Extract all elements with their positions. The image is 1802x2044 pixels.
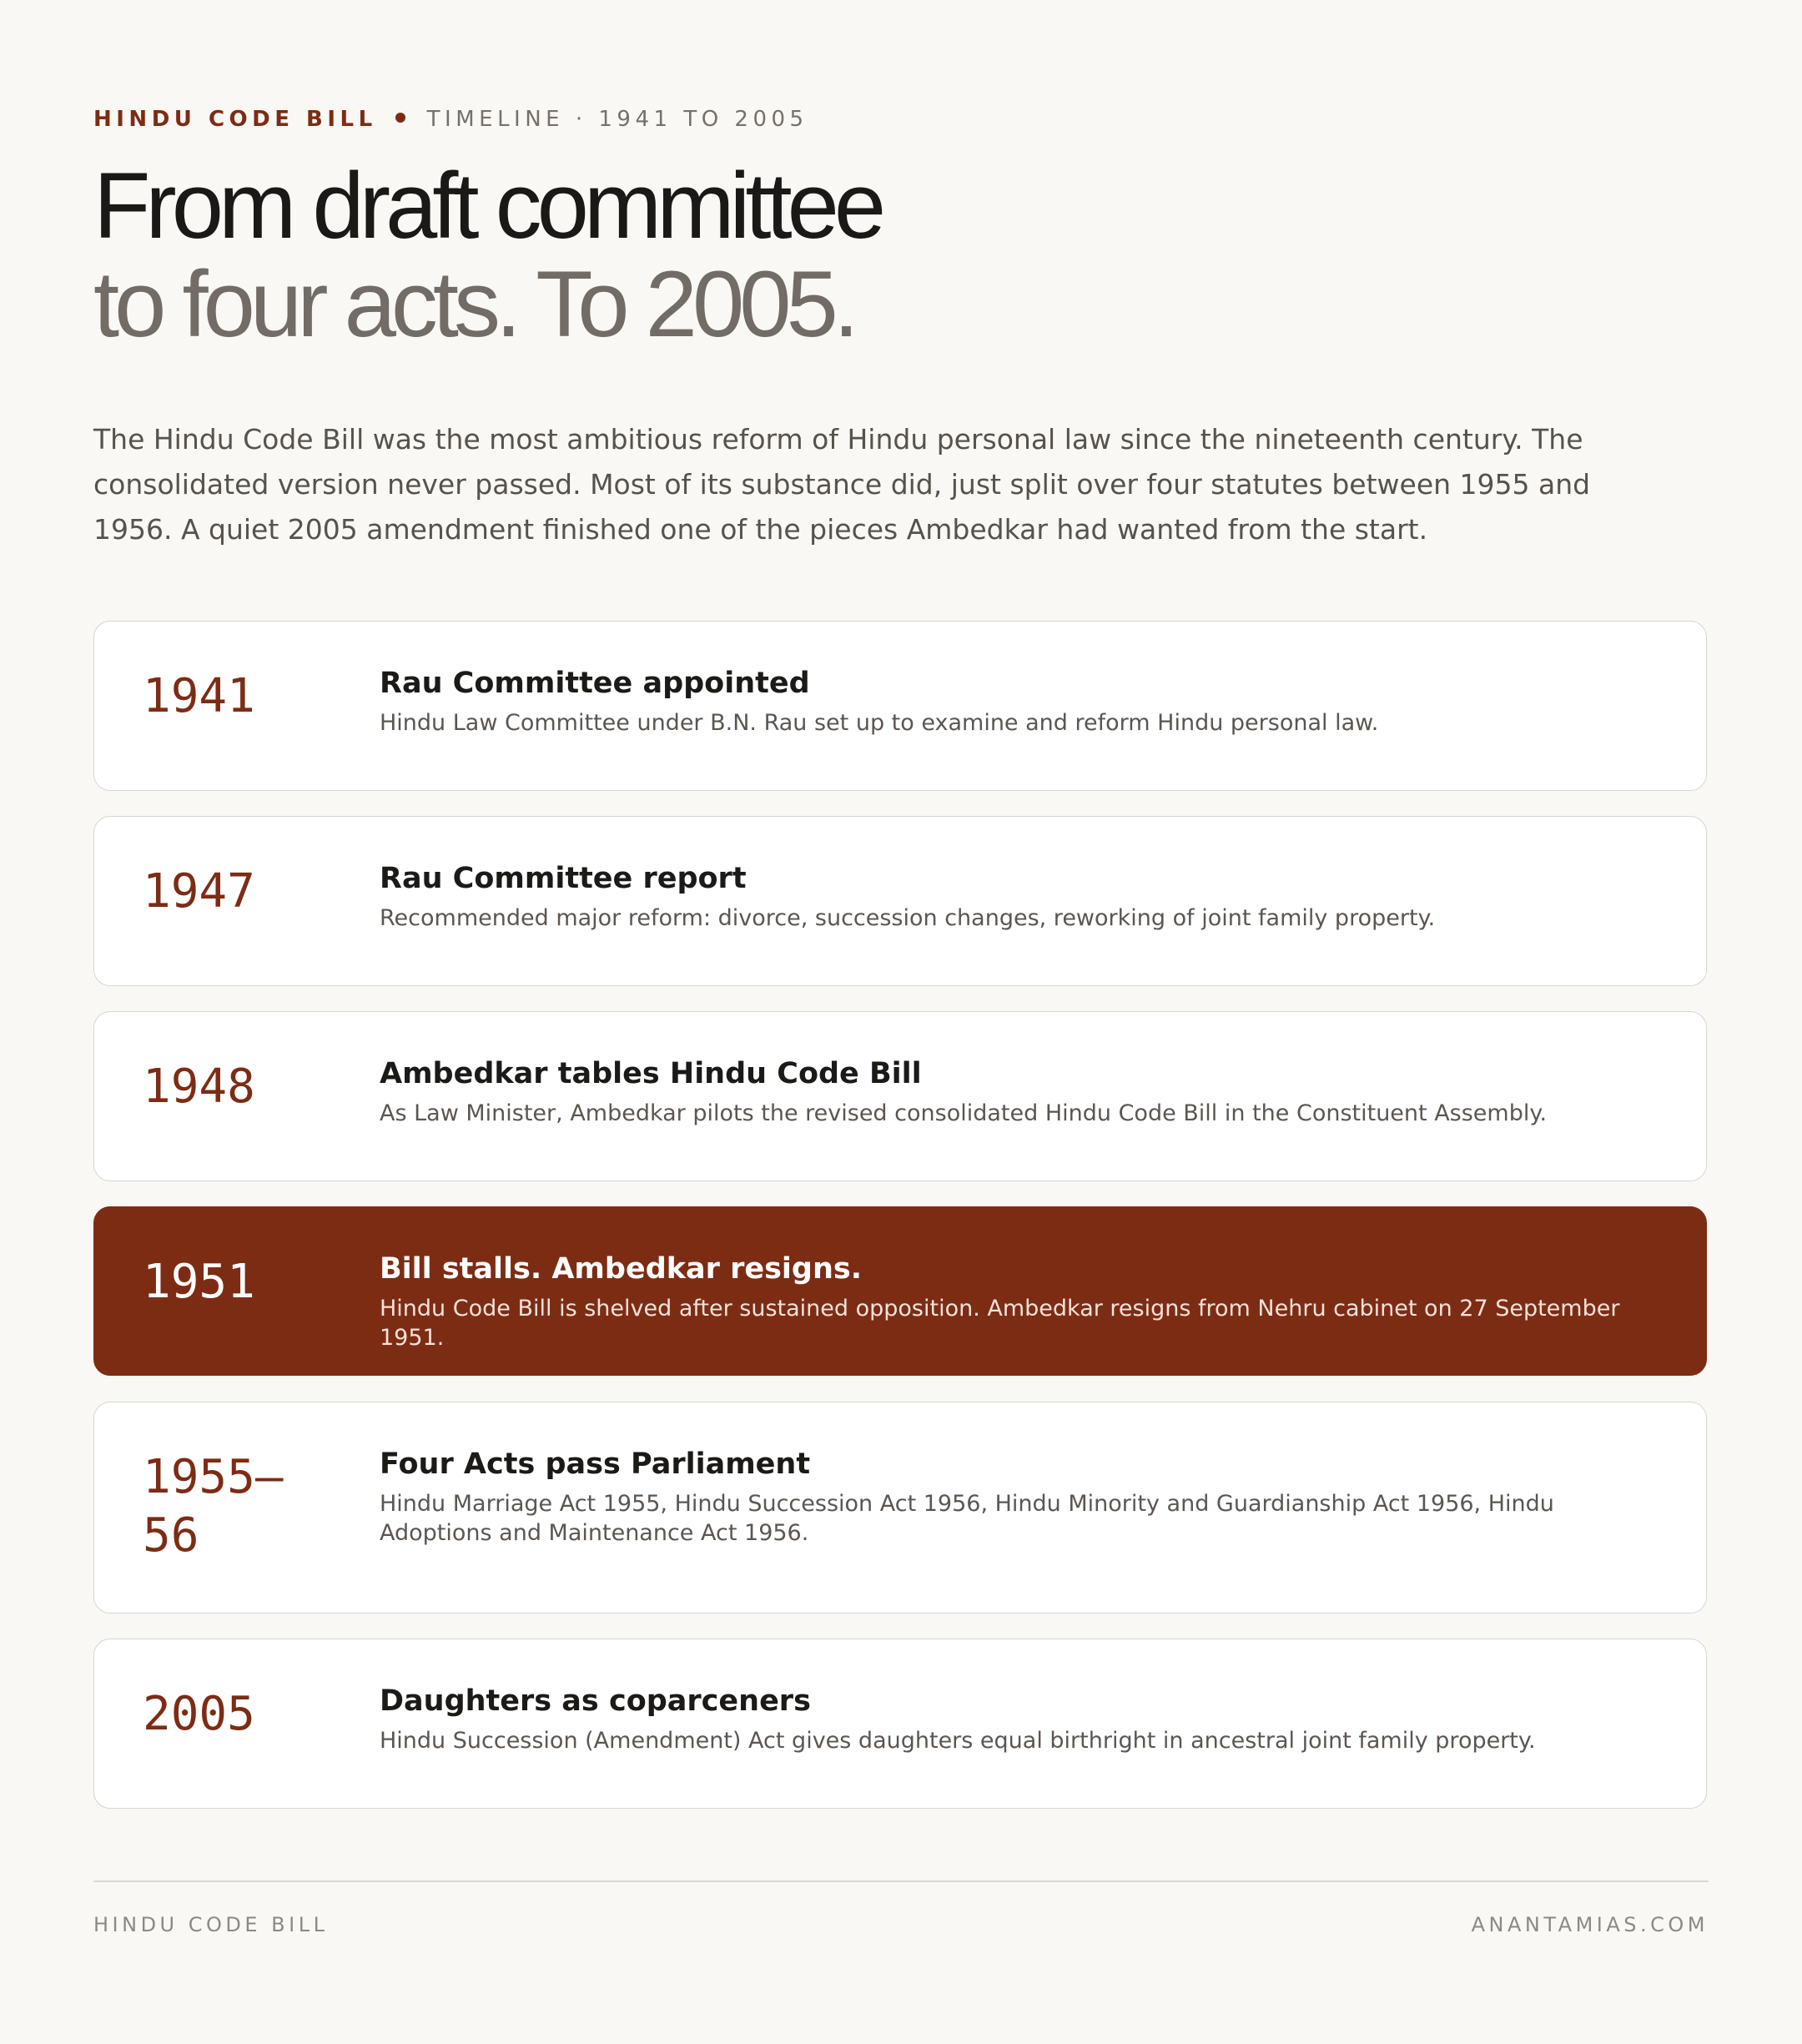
event-title: Bill stalls. Ambedkar resigns. <box>380 1252 863 1286</box>
timeline-event-1947 <box>93 816 1707 986</box>
event-description: Hindu Law Committee under B.N. Rau set up to examine and reform Hindu personal law. <box>380 710 1379 736</box>
event-description: Recommended major reform: divorce, succession changes, reworking of joint family property. <box>380 905 1436 931</box>
footer-divider <box>93 1880 1709 1882</box>
headline-line-1: From draft committee <box>93 154 882 258</box>
footer-site: ANANTAMIAS.COM <box>1471 1913 1709 1936</box>
intro-paragraph: The Hindu Code Bill was the most ambitious reform of Hindu personal law since the nineteenth century. The consolidated version never passed. Most of its substance did, just split over four statutes between 1955 and 1956. A quiet 2005 amendment finished one of the pieces Ambedkar had wanted from the start. <box>93 423 1591 546</box>
page-title <box>93 154 882 356</box>
event-description: Hindu Code Bill is shelved after sustained opposition. Ambedkar resigns from Nehru cabinet on 27 September 1951. <box>380 1296 1620 1351</box>
event-year: 2005 <box>143 1687 255 1741</box>
event-description: As Law Minister, Ambedkar pilots the revised consolidated Hindu Code Bill in the Constituent Assembly. <box>380 1100 1548 1126</box>
event-description: Hindu Succession (Amendment) Act gives daughters equal birthright in ancestral joint family property. <box>380 1728 1536 1754</box>
event-title: Daughters as coparceners <box>380 1684 811 1718</box>
event-title: Rau Committee report <box>380 862 747 895</box>
event-year: 1955– 56 <box>143 1450 284 1563</box>
bullet-dot-icon <box>395 113 405 123</box>
event-year: 1947 <box>143 864 255 919</box>
event-title: Ambedkar tables Hindu Code Bill <box>380 1057 922 1090</box>
timeline-event-1955-56 <box>93 1402 1707 1614</box>
event-year: 1941 <box>143 669 255 723</box>
event-description: Hindu Marriage Act 1955, Hindu Succession Act 1956, Hindu Minority and Guardianship Act 1956, Hindu Adoptions and Maintenance Act 1956. <box>380 1491 1554 1546</box>
timeline-event-2005 <box>93 1639 1707 1809</box>
event-year: 1948 <box>143 1060 255 1114</box>
timeline-event-1948 <box>93 1011 1707 1181</box>
event-title: Rau Committee appointed <box>380 667 810 700</box>
kicker-subtitle: TIMELINE · 1941 TO 2005 <box>426 107 808 132</box>
timeline-event-1941 <box>93 621 1707 791</box>
footer-topic: HINDU CODE BILL <box>93 1913 329 1936</box>
event-year: 1951 <box>143 1255 255 1309</box>
event-title: Four Acts pass Parliament <box>380 1447 811 1481</box>
kicker <box>93 105 808 133</box>
headline-line-2: to four acts. To 2005. <box>93 252 854 356</box>
kicker-topic: HINDU CODE BILL <box>93 107 377 132</box>
timeline-event-1951-highlighted <box>93 1206 1707 1376</box>
